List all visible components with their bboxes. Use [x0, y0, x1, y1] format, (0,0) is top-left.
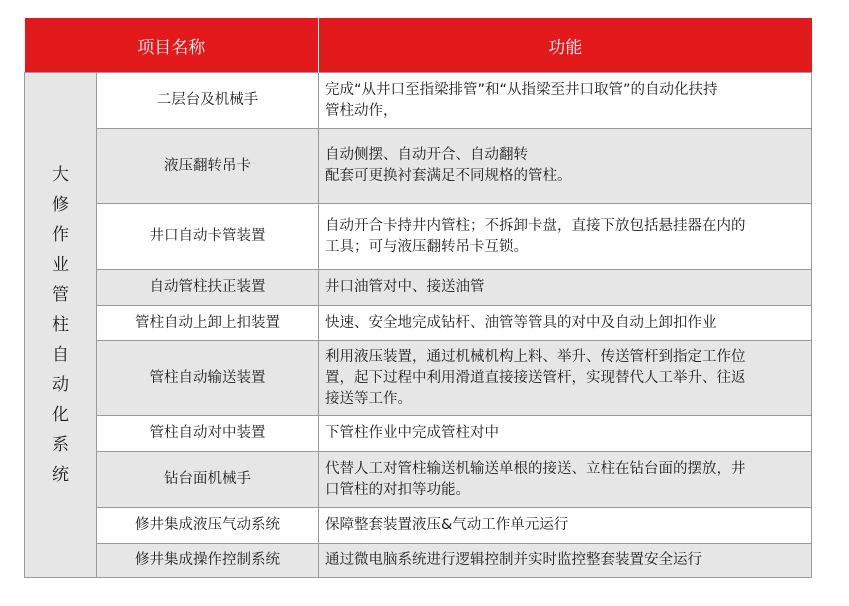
function-line: 完成“从井口至指梁排管”和“从指梁至井口取管”的自动化扶持: [325, 81, 718, 98]
row-name: 管柱自动对中装置: [97, 416, 319, 452]
function-line: 通过微电脑系统进行逻辑控制并实时监控整套装置安全运行: [325, 552, 702, 568]
row-name: 修井集成液压气动系统: [97, 508, 319, 544]
row-name: 自动管柱扶正装置: [97, 270, 319, 306]
row-function: [319, 129, 812, 204]
table-row: [25, 73, 812, 129]
table-row: [25, 416, 812, 452]
table-row: [25, 544, 812, 578]
table-row: [25, 129, 812, 204]
header-project-name: 项目名称: [25, 18, 319, 73]
function-line: 下管柱作业中完成管柱对中: [325, 425, 499, 441]
function-line: 接送等工作。: [325, 390, 412, 407]
row-name: 二层台及机械手: [97, 73, 319, 129]
row-function: [319, 270, 812, 306]
function-line: 保障整套装置液压&气动工作单元运行: [325, 517, 569, 533]
function-table-wrapper: [24, 18, 811, 578]
header-function: 功能: [319, 18, 812, 73]
table-row: [25, 341, 812, 416]
row-function: [319, 416, 812, 452]
function-line: 快速、安全地完成钻杆、油管等管具的对中及自动上卸扣作业: [325, 314, 717, 331]
row-function: [319, 306, 812, 341]
group-label: 大修作业管柱自动化系统: [52, 165, 69, 485]
function-line: 自动侧摆、自动开合、自动翻转: [325, 147, 528, 163]
row-function: [319, 544, 812, 578]
row-function: [319, 341, 812, 416]
table-row: [25, 270, 812, 306]
row-name: 液压翻转吊卡: [97, 129, 319, 204]
row-function: [319, 508, 812, 544]
function-line: 工具；可与液压翻转吊卡互锁。: [325, 238, 528, 255]
row-function: [319, 204, 812, 270]
function-line: 代替人工对管柱输送机输送单根的接送、立柱在钻台面的摆放，井: [325, 460, 746, 477]
table-header-row: [25, 18, 812, 73]
row-name: 管柱自动输送装置: [97, 341, 319, 416]
row-function: [319, 73, 812, 129]
function-line: 配套可更换衬套满足不同规格的管柱。: [325, 168, 572, 184]
table-row: [25, 508, 812, 544]
function-line: 口管柱的对扣等功能。: [325, 481, 470, 498]
function-line: 管柱动作，: [325, 102, 398, 119]
table-row: [25, 306, 812, 341]
group-label-cell: [25, 73, 97, 578]
row-name: 井口自动卡管装置: [97, 204, 319, 270]
function-table: [24, 18, 812, 578]
table-row: [25, 452, 812, 508]
function-line: 自动开合卡持井内管柱；不拆卸卡盘，直接下放包括悬挂器在内的: [325, 217, 746, 234]
function-line: 利用液压装置，通过机械机构上料、举升、传送管杆到指定工作位: [325, 348, 746, 365]
row-name: 钻台面机械手: [97, 452, 319, 508]
function-line: 井口油管对中、接送油管: [325, 279, 485, 295]
row-function: [319, 452, 812, 508]
table-row: [25, 204, 812, 270]
row-name: 修井集成操作控制系统: [97, 544, 319, 578]
function-line: 置，起下过程中利用滑道直接接送管杆，实现替代人工举升、往返: [325, 369, 746, 386]
row-name: 管柱自动上卸上扣装置: [97, 306, 319, 341]
